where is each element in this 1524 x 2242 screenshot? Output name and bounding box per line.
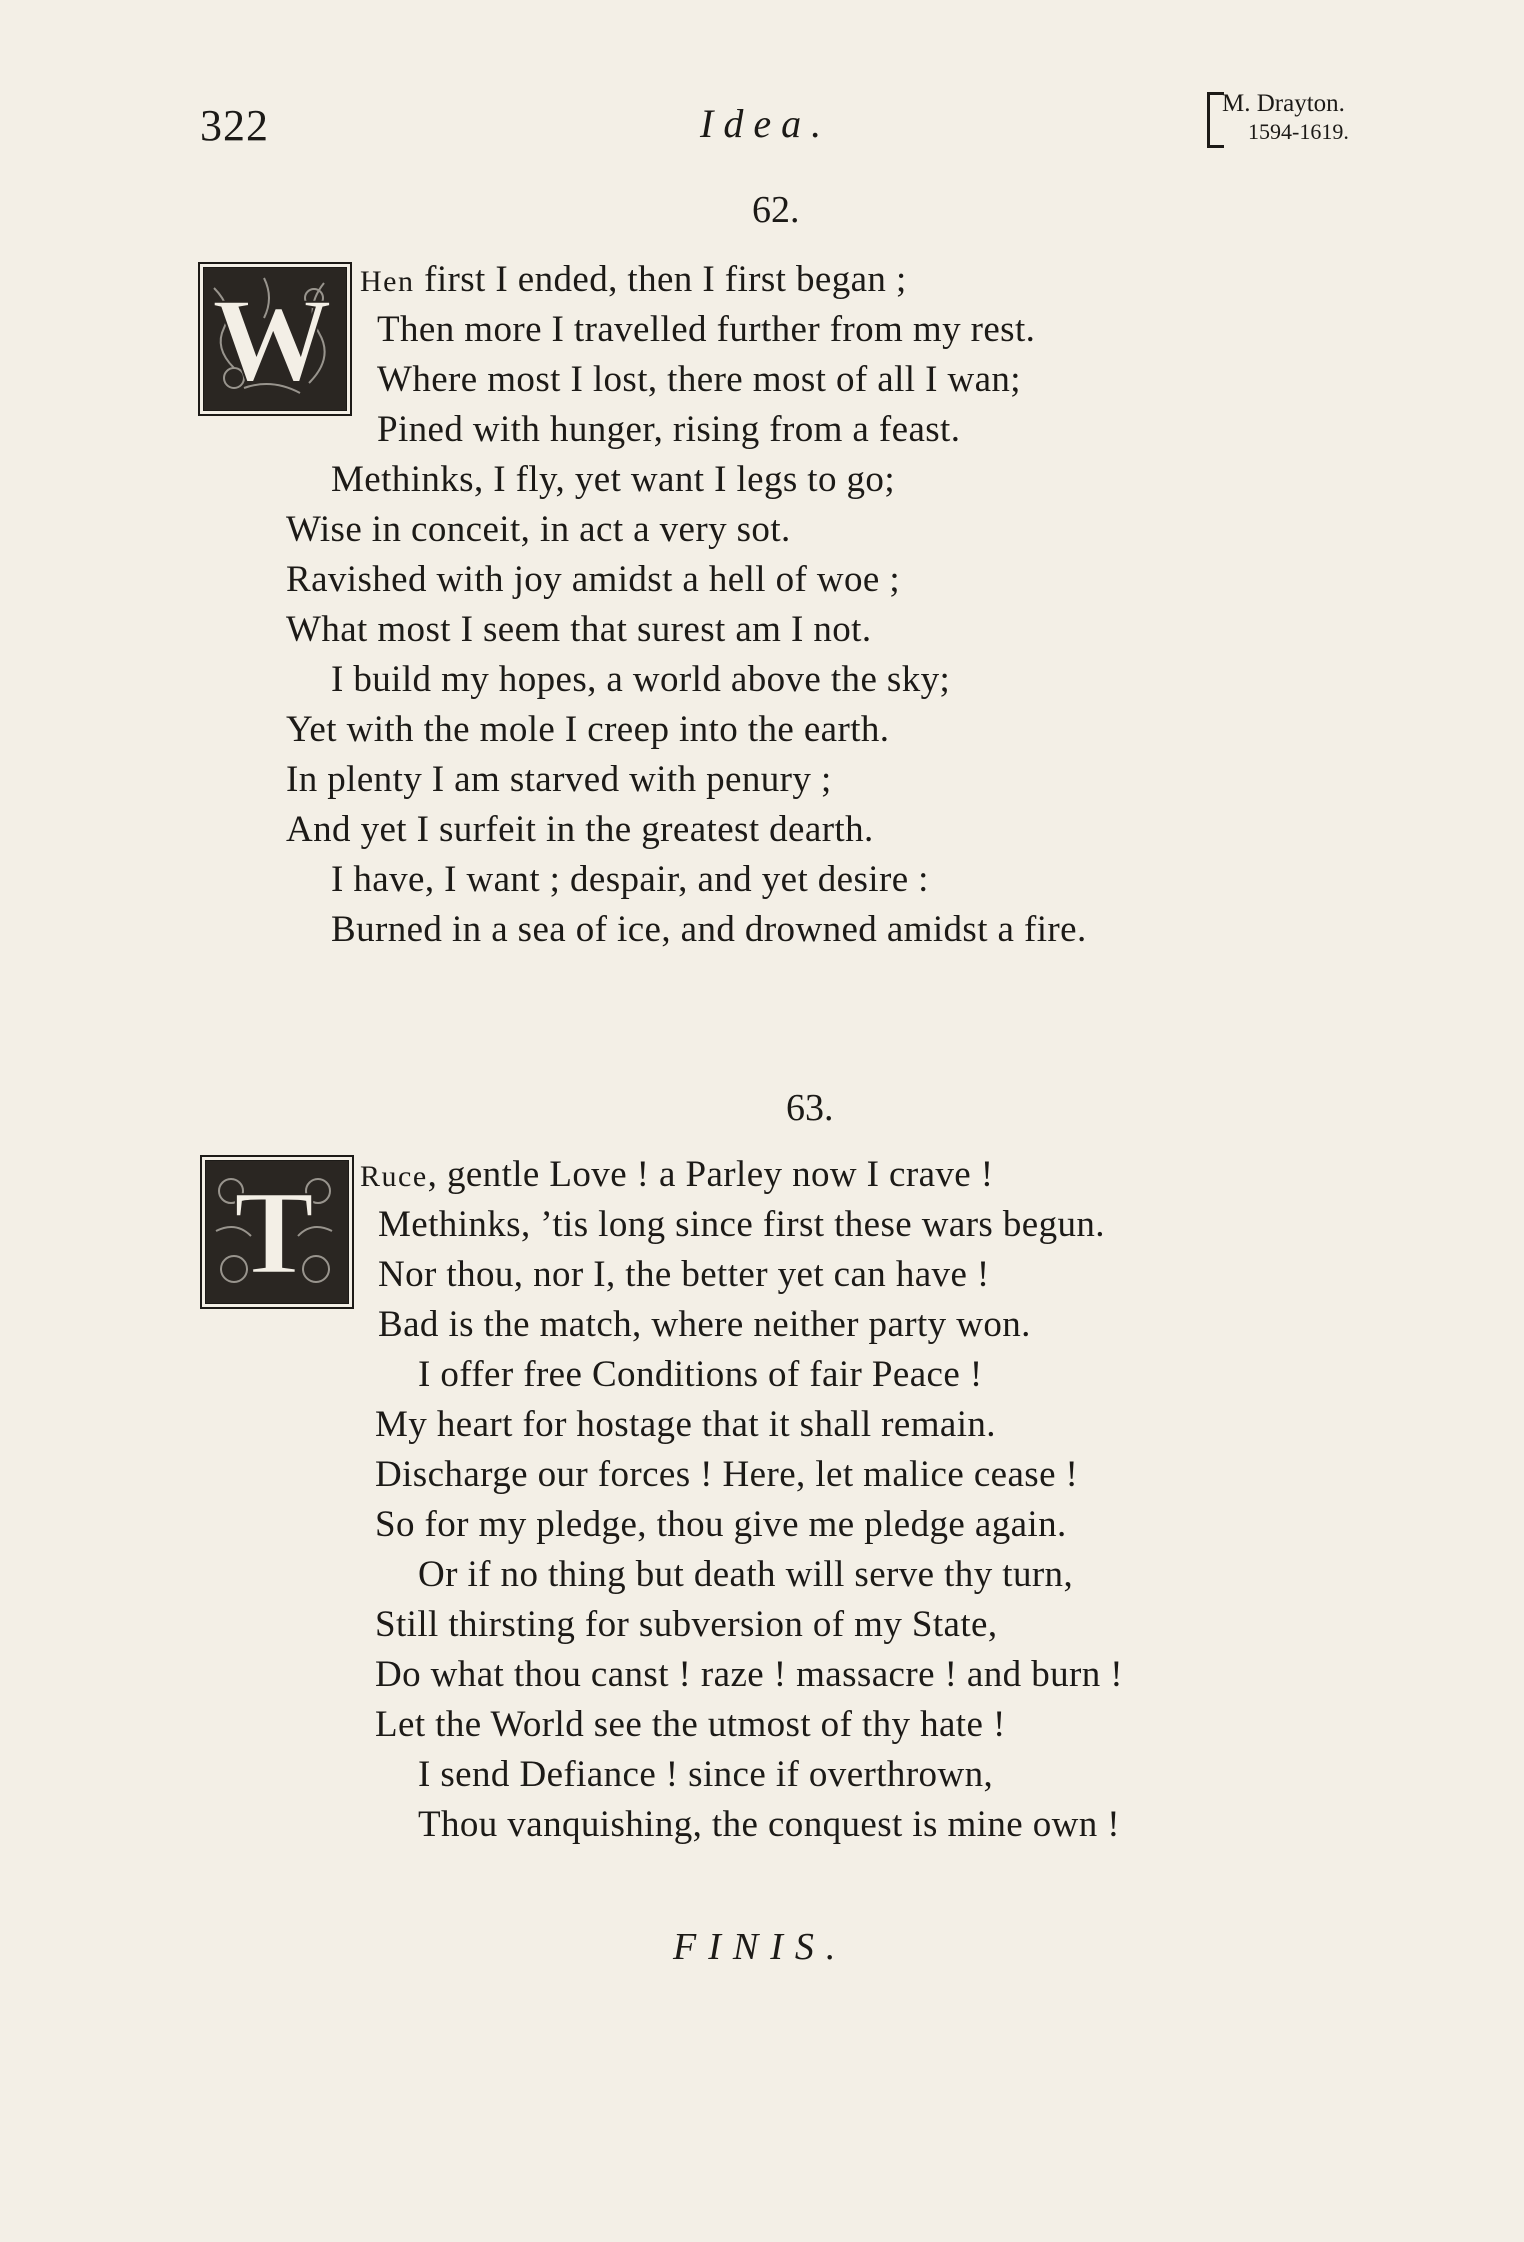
line-63-4: Bad is the match, where neither party won. (378, 1304, 1031, 1345)
sonnet-number-62: 62. (752, 189, 800, 231)
line-63-10: Still thirsting for subversion of my State, (375, 1604, 998, 1645)
sonnet-number-63: 63. (786, 1087, 834, 1129)
floral-t-icon (206, 1161, 342, 1297)
line-62-3: Where most I lost, there most of all I wan; (377, 359, 1021, 400)
floral-w-icon (204, 268, 340, 404)
line-63-13: I send Defiance ! since if overthrown, (418, 1754, 994, 1795)
first-word-rest: Ruce (360, 1160, 428, 1193)
line-62-11: In plenty I am starved with penury ; (286, 759, 832, 800)
dropcap-w (198, 262, 352, 416)
line-62-4: Pined with hunger, rising from a feast. (377, 409, 961, 450)
line-63-6: My heart for hostage that it shall remain. (375, 1404, 996, 1445)
dropcap-t-letter: T (233, 1166, 315, 1297)
line-62-8: What most I seem that surest am I not. (286, 609, 872, 650)
line-62-1: Hen first I ended, then I first began ; (360, 259, 907, 300)
dropcap-w-letter: W (212, 273, 332, 404)
line-62-7: Ravished with joy amidst a hell of woe ; (286, 559, 901, 600)
dropcap-t (200, 1155, 354, 1309)
page-number: 322 (200, 101, 269, 150)
finis-text: FINIS. (673, 1926, 848, 1968)
line-63-2: Methinks, ’tis long since first these wars begun. (378, 1204, 1105, 1245)
line-63-1: Ruce, gentle Love ! a Parley now I crave ! (360, 1154, 994, 1195)
author-years: 1594-1619. (1248, 119, 1349, 144)
line-63-3: Nor thou, nor I, the better yet can have ! (378, 1254, 990, 1295)
line-62-9: I build my hopes, a world above the sky; (331, 659, 951, 700)
running-title: Idea. (700, 101, 832, 146)
line-62-6: Wise in conceit, in act a very sot. (286, 509, 791, 550)
line-63-5: I offer free Conditions of fair Peace ! (418, 1354, 983, 1395)
author-name: M. Drayton. (1222, 90, 1345, 117)
dropcap-t-panel (205, 1160, 349, 1304)
first-word-rest: Hen (360, 265, 415, 298)
line-63-8: So for my pledge, thou give me pledge again. (375, 1504, 1067, 1545)
line-62-13: I have, I want ; despair, and yet desire : (331, 859, 929, 900)
line-62-10: Yet with the mole I creep into the earth. (286, 709, 890, 750)
line-63-14: Thou vanquishing, the conquest is mine own ! (418, 1804, 1121, 1845)
line-62-14: Burned in a sea of ice, and drowned amidst a fire. (331, 909, 1087, 950)
dropcap-w-panel (203, 267, 347, 411)
line-62-5: Methinks, I fly, yet want I legs to go; (331, 459, 896, 500)
line-63-12: Let the World see the utmost of thy hate ! (375, 1704, 1006, 1745)
line-63-9: Or if no thing but death will serve thy turn, (418, 1554, 1074, 1595)
line-63-11: Do what thou canst ! raze ! massacre ! and burn ! (375, 1654, 1124, 1695)
line-62-12: And yet I surfeit in the greatest dearth. (286, 809, 874, 850)
line-62-2: Then more I travelled further from my rest. (377, 309, 1036, 350)
line-63-7: Discharge our forces ! Here, let malice cease ! (375, 1454, 1079, 1495)
